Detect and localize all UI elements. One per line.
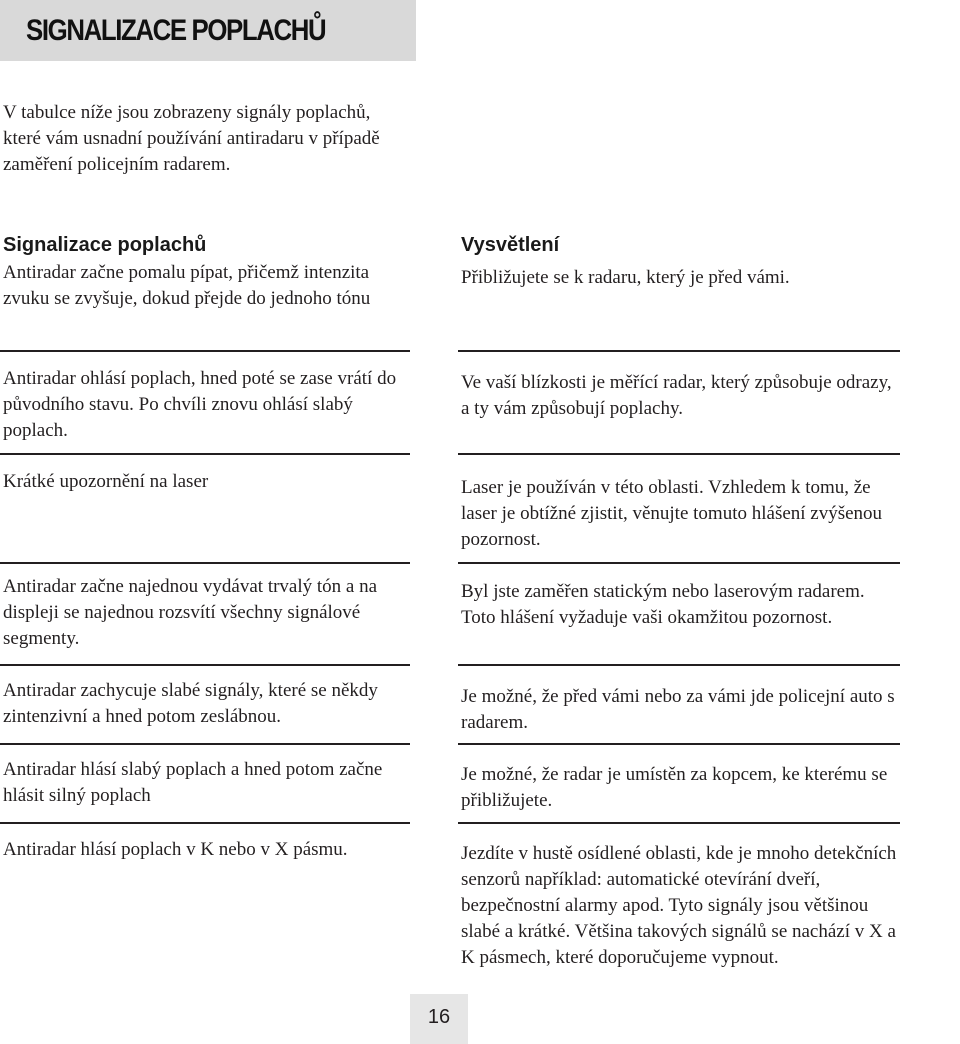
- row-divider: [0, 743, 410, 745]
- column-heading-explanation: Vysvětlení: [461, 234, 560, 256]
- title-band: [0, 0, 416, 61]
- column-heading-signal: Signalizace poplachů: [3, 234, 207, 256]
- table-row-signal: Antiradar ohlásí poplach, hned poté se zase vrátí do původního stavu. Po chvíli znovu ohlásí slabý poplach.: [3, 368, 397, 441]
- row-divider: [458, 562, 900, 564]
- table-row-meaning: Byl jste zaměřen statickým nebo laserovým radarem. Toto hlášení vyžaduje vaši okamžitou pozornost.: [461, 581, 865, 628]
- intro-paragraph: V tabulce níže jsou zobrazeny signály poplachů, které vám usnadní používání antiradaru v případě zaměření policejním radarem.: [3, 102, 380, 175]
- table-row-meaning: Ve vaší blízkosti je měřící radar, který způsobuje odrazy, a ty vám způsobují poplachy.: [461, 372, 892, 419]
- table-row-signal: Antiradar začne pomalu pípat, přičemž intenzita zvuku se zvyšuje, dokud přejde do jednoho tónu: [3, 262, 371, 309]
- row-divider: [0, 350, 410, 352]
- page-number: 16: [427, 1006, 451, 1028]
- row-divider: [0, 664, 410, 666]
- row-divider: [458, 822, 900, 824]
- table-row-meaning: Je možné, že radar je umístěn za kopcem, ke kterému se přibližujete.: [461, 764, 888, 811]
- row-divider: [0, 562, 410, 564]
- table-row-signal: Antiradar hlásí poplach v K nebo v X pásmu.: [3, 839, 348, 860]
- table-row-meaning: Přibližujete se k radaru, který je před vámi.: [461, 267, 790, 288]
- table-row-signal: Antiradar zachycuje slabé signály, které se někdy zintenzivní a hned potom zeslábnou.: [3, 680, 378, 727]
- table-row-meaning: Jezdíte v hustě osídlené oblasti, kde je mnoho detekčních senzorů například: automatické otevírání dveří, bezpečnostní alarmy apod. Tyto signály jsou většinou slabé a krátké. Většina takových signálů se nachází v X a K pásmech, které doporučujeme vypnout.: [461, 843, 897, 968]
- row-divider: [0, 822, 410, 824]
- table-row-signal: Antiradar začne najednou vydávat trvalý tón a na displeji se najednou rozsvítí všechny signálové segmenty.: [3, 576, 378, 649]
- row-divider: [458, 453, 900, 455]
- page-title: SIGNALIZACE POPLACHŮ: [26, 14, 326, 47]
- table-row-meaning: Je možné, že před vámi nebo za vámi jde policejní auto s radarem.: [461, 686, 895, 733]
- page-number-box: [410, 994, 468, 1044]
- row-divider: [458, 350, 900, 352]
- table-row-signal: Antiradar hlásí slabý poplach a hned potom začne hlásit silný poplach: [3, 759, 383, 806]
- table-row-meaning: Laser je používán v této oblasti. Vzhledem k tomu, že laser je obtížné zjistit, věnujte tomuto hlášení zvýšenou pozornost.: [461, 477, 883, 550]
- row-divider: [0, 453, 410, 455]
- row-divider: [458, 743, 900, 745]
- row-divider: [458, 664, 900, 666]
- table-row-signal: Krátké upozornění na laser: [3, 471, 209, 492]
